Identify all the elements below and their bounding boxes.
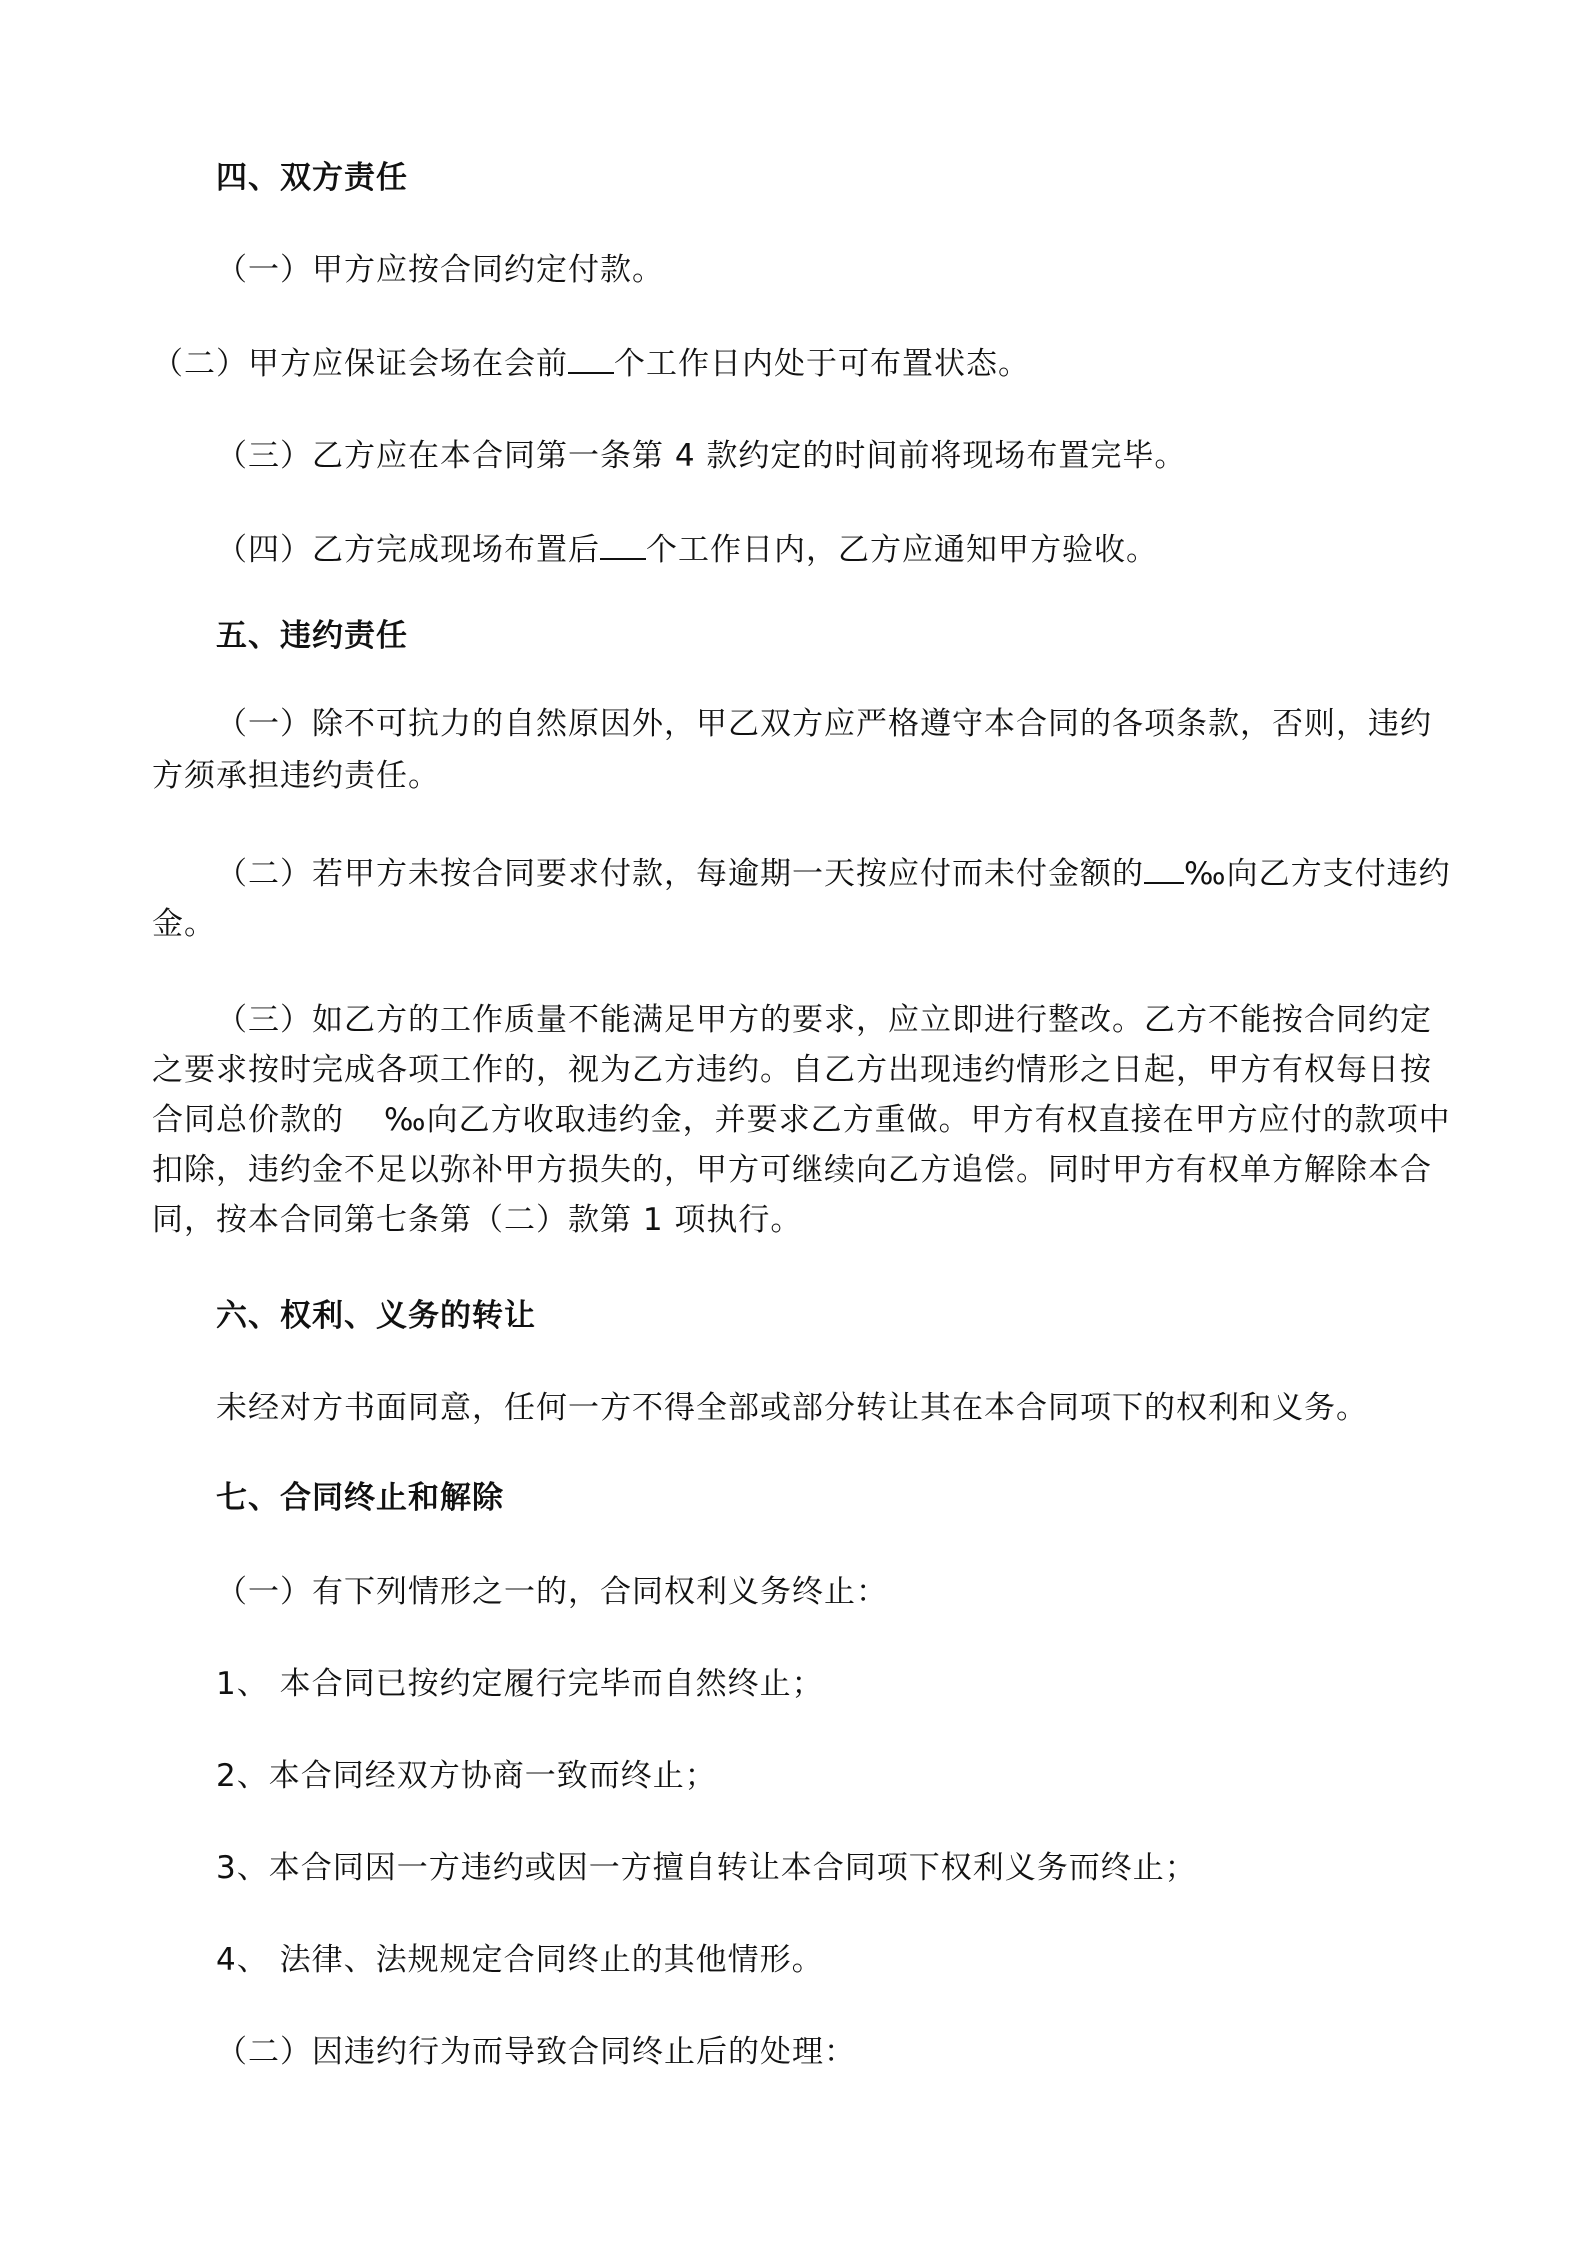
section-6-body: 未经对方书面同意，任何一方不得全部或部分转让其在本合同项下的权利和义务。 xyxy=(216,1390,1368,1426)
section-5-item-3-line-4: 扣除，违约金不足以弥补甲方损失的，甲方可继续向乙方追偿。同时甲方有权单方解除本合 xyxy=(152,1152,1432,1188)
section-5-item-2-post: ‰向乙方支付违约 xyxy=(1184,856,1451,892)
section-4-item-2 xyxy=(152,340,1030,388)
section-4-item-4 xyxy=(216,526,1158,574)
section-4-item-3: （三）乙方应在本合同第一条第 4 款约定的时间前将现场布置完毕。 xyxy=(216,438,1187,474)
section-5-item-2-pre: （二）若甲方未按合同要求付款，每逾期一天按应付而未付金额的 xyxy=(216,856,1144,892)
section-7-sub-item-4: 4、 法律、法规规定合同终止的其他情形。 xyxy=(216,1942,824,1978)
section-7-item-1: （一）有下列情形之一的，合同权利义务终止： xyxy=(216,1574,888,1610)
section-4-item-1: （一）甲方应按合同约定付款。 xyxy=(216,252,664,288)
section-4-item-4-pre: （四）乙方完成现场布置后 xyxy=(216,532,600,568)
section-5-heading: 五、违约责任 xyxy=(216,618,408,654)
section-5-item-2-line-1 xyxy=(216,850,1451,898)
section-5-item-3-line-3-pre: 合同总价款的 xyxy=(152,1102,344,1138)
section-5-item-3-line-3 xyxy=(152,1096,1451,1144)
section-5-item-3-line-1: （三）如乙方的工作质量不能满足甲方的要求，应立即进行整改。乙方不能按合同约定 xyxy=(216,1002,1432,1038)
fill-in-blank-daily-penalty-rate xyxy=(1144,852,1184,884)
section-5-item-3-line-2: 之要求按时完成各项工作的，视为乙方违约。自乙方出现违约情形之日起，甲方有权每日按 xyxy=(152,1052,1432,1088)
section-7-sub-item-1: 1、 本合同已按约定履行完毕而自然终止； xyxy=(216,1666,824,1702)
section-7-item-2: （二）因违约行为而导致合同终止后的处理： xyxy=(216,2034,856,2070)
section-4-item-4-post: 个工作日内，乙方应通知甲方验收。 xyxy=(646,532,1158,568)
section-4-heading: 四、双方责任 xyxy=(216,160,408,196)
section-5-item-2-line-2: 金。 xyxy=(152,906,216,942)
section-5-item-3-line-3-post: ‰向乙方收取违约金，并要求乙方重做。甲方有权直接在甲方应付的款项中 xyxy=(384,1102,1451,1138)
section-6-heading: 六、权利、义务的转让 xyxy=(216,1298,536,1334)
section-5-item-1-line-1: （一）除不可抗力的自然原因外，甲乙双方应严格遵守本合同的各项条款，否则，违约 xyxy=(216,706,1432,742)
fill-in-blank-workdays-before xyxy=(568,342,614,374)
fill-in-blank-workdays-after xyxy=(600,528,646,560)
section-4-item-2-pre: （二）甲方应保证会场在会前 xyxy=(152,346,568,382)
section-5-item-1-line-2: 方须承担违约责任。 xyxy=(152,758,440,794)
section-4-item-2-post: 个工作日内处于可布置状态。 xyxy=(614,346,1030,382)
section-7-sub-item-2: 2、本合同经双方协商一致而终止； xyxy=(216,1758,717,1794)
section-7-heading: 七、合同终止和解除 xyxy=(216,1480,504,1516)
section-5-item-3-line-5: 同，按本合同第七条第（二）款第 1 项执行。 xyxy=(152,1202,803,1238)
section-7-sub-item-3: 3、本合同因一方违约或因一方擅自转让本合同项下权利义务而终止； xyxy=(216,1850,1197,1886)
